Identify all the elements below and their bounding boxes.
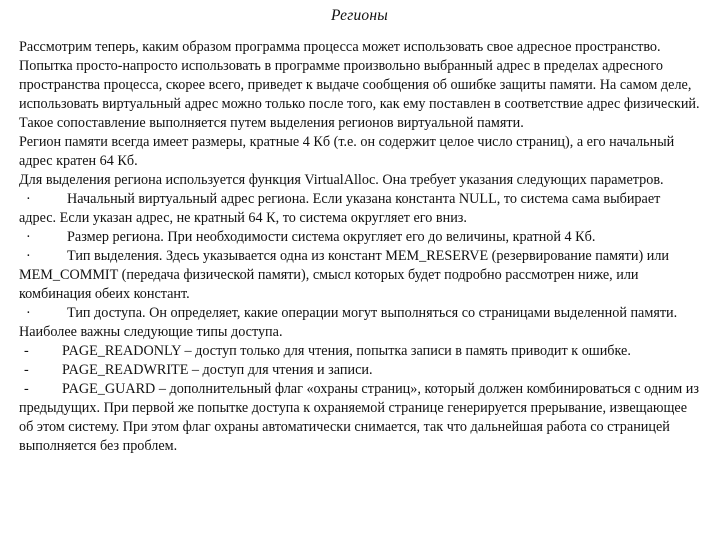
bullet-text: Начальный виртуальный адрес региона. Если указана константа NULL, то система сама выбирает адрес. Если указан адрес, не кратный 64 К, то система округляет его вниз.	[19, 191, 661, 226]
dash-item-page-guard	[19, 380, 700, 456]
document-body	[19, 38, 700, 456]
dash-item-page-readonly	[19, 342, 700, 361]
bullet-item-start-address	[19, 190, 700, 228]
paragraph-attempt: Попытка просто-напросто использовать в программе произвольно выбранный адрес в пределах адресного пространства процесса, скорее всего, приведет к выдаче сообщения об ошибке защиты памяти. На самом деле, использовать виртуальный адрес можно только после того, как ему поставлен в соответствие адрес физический. Такое сопоставление выполняется путем выделения регионов виртуальной памяти.	[19, 58, 700, 131]
paragraph-intro: Рассмотрим теперь, каким образом программа процесса может использовать свое адресное пространство.	[19, 39, 661, 55]
paragraph-virtualalloc: Для выделения региона используется функция VirtualAlloc. Она требует указания следующих параметров.	[19, 172, 664, 188]
bullet-marker: ·	[26, 305, 31, 321]
bullet-item-allocation-type	[19, 247, 700, 304]
dash-item-page-readwrite	[19, 361, 700, 380]
bullet-item-region-size	[19, 228, 700, 247]
dash-text: PAGE_GUARD – дополнительный флаг «охраны страниц», который должен комбинироваться с одним из предыдущих. При первой же попытке доступа к охраняемой странице генерируется прерывание, извещающее об этом систему. При этом флаг охраны автоматически снимается, так что дальнейшая работа со страницей выполняется без проблем.	[19, 381, 699, 454]
bullet-marker: ·	[26, 191, 31, 207]
dash-marker: -	[24, 343, 29, 359]
paragraph-region-size: Регион памяти всегда имеет размеры, кратные 4 Кб (т.е. он содержит целое число страниц), а его начальный адрес кратен 64 Кб.	[19, 134, 675, 169]
dash-marker: -	[24, 362, 29, 378]
bullet-marker: ·	[26, 248, 31, 264]
bullet-marker: ·	[26, 229, 31, 245]
bullet-text: Тип доступа. Он определяет, какие операции могут выполняться со страницами выделенной памяти. Наиболее важны следующие типы доступа.	[19, 305, 678, 340]
bullet-text: Тип выделения. Здесь указывается одна из констант MEM_RESERVE (резервирование памяти) или MEM_COMMIT (передача физической памяти), смысл которых будет подробно рассмотрен ниже, или комбинация обеих констант.	[19, 248, 669, 302]
dash-marker: -	[24, 381, 29, 397]
bullet-text: Размер региона. При необходимости система округляет его до величины, кратной 4 Кб.	[67, 229, 596, 245]
bullet-item-access-type	[19, 304, 700, 342]
dash-text: PAGE_READWRITE – доступ для чтения и записи.	[62, 362, 373, 378]
page-title: Регионы	[331, 7, 388, 24]
dash-text: PAGE_READONLY – доступ только для чтения, попытка записи в память приводит к ошибке.	[62, 343, 631, 359]
